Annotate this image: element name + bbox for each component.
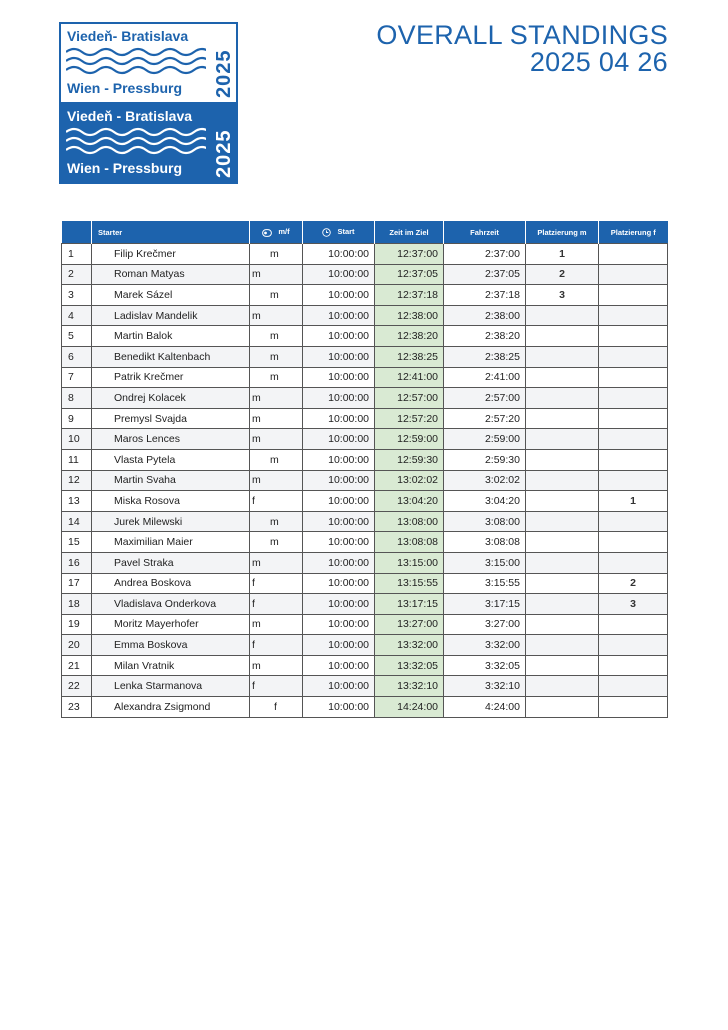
table-row xyxy=(62,676,668,697)
header-fahrzeit: Fahrzeit xyxy=(444,221,526,244)
header-sex-label: m/f xyxy=(278,227,290,237)
cell-starter-name: Andrea Boskova xyxy=(92,573,250,594)
cell-placement-f xyxy=(599,285,668,306)
cell-finish-time: 13:32:10 xyxy=(375,676,444,697)
header-platz-f: Platzierung f xyxy=(599,221,668,244)
cell-starter-name: Vladislava Onderkova xyxy=(92,594,250,615)
cell-placement-f xyxy=(599,449,668,470)
cell-finish-time: 12:41:00 xyxy=(375,367,444,388)
header-sex xyxy=(250,221,303,244)
cell-sex: f xyxy=(250,594,303,615)
logo-year: 2025 xyxy=(213,49,235,98)
cell-placement-f xyxy=(599,429,668,450)
cell-sex: m xyxy=(250,511,303,532)
cell-sex: f xyxy=(250,573,303,594)
cell-placement-f: 1 xyxy=(599,491,668,512)
cell-starter-name: Lenka Starmanova xyxy=(92,676,250,697)
cell-starter-name: Pavel Straka xyxy=(92,552,250,573)
header-starter: Starter xyxy=(92,221,250,244)
cell-start-time: 10:00:00 xyxy=(303,470,375,491)
table-row xyxy=(62,511,668,532)
cell-starter-name: Jurek Milewski xyxy=(92,511,250,532)
cell-rank: 14 xyxy=(62,511,92,532)
table-row xyxy=(62,655,668,676)
cell-sex: m xyxy=(250,470,303,491)
cell-placement-m xyxy=(526,346,599,367)
cell-finish-time: 13:15:00 xyxy=(375,552,444,573)
cell-starter-name: Ladislav Mandelik xyxy=(92,305,250,326)
cell-starter-name: Alexandra Zsigmond xyxy=(92,697,250,718)
cell-start-time: 10:00:00 xyxy=(303,573,375,594)
header-platz-m: Platzierung m xyxy=(526,221,599,244)
cell-rank: 13 xyxy=(62,491,92,512)
cell-placement-f xyxy=(599,367,668,388)
page-title xyxy=(376,22,668,76)
cell-rank: 10 xyxy=(62,429,92,450)
cell-finish-time: 12:59:30 xyxy=(375,449,444,470)
cell-placement-m xyxy=(526,408,599,429)
cell-sex: f xyxy=(250,635,303,656)
cell-placement-m: 1 xyxy=(526,244,599,265)
cell-sex: f xyxy=(250,697,303,718)
cell-placement-f xyxy=(599,511,668,532)
cell-sex: f xyxy=(250,676,303,697)
table-row xyxy=(62,244,668,265)
cell-rank: 22 xyxy=(62,676,92,697)
cell-placement-f xyxy=(599,635,668,656)
cell-placement-m xyxy=(526,676,599,697)
cell-placement-m xyxy=(526,491,599,512)
clock-icon xyxy=(322,228,331,237)
cell-start-time: 10:00:00 xyxy=(303,429,375,450)
table-row xyxy=(62,367,668,388)
cell-start-time: 10:00:00 xyxy=(303,346,375,367)
cell-sex: m xyxy=(250,388,303,409)
cell-finish-time: 13:32:05 xyxy=(375,655,444,676)
cell-ride-time: 2:41:00 xyxy=(444,367,526,388)
cell-ride-time: 3:32:10 xyxy=(444,676,526,697)
cell-ride-time: 2:37:05 xyxy=(444,264,526,285)
cell-sex: m xyxy=(250,655,303,676)
table-row xyxy=(62,594,668,615)
title-heading: OVERALL STANDINGS xyxy=(376,20,668,50)
cell-placement-m xyxy=(526,305,599,326)
logo-title-line2: Wien - Pressburg xyxy=(67,80,183,96)
table-row xyxy=(62,491,668,512)
cell-sex: m xyxy=(250,449,303,470)
cell-placement-m xyxy=(526,449,599,470)
cell-placement-f xyxy=(599,408,668,429)
logo-title-line1: Viedeň- Bratislava xyxy=(67,28,189,44)
cell-rank: 9 xyxy=(62,408,92,429)
toggle-icon xyxy=(262,229,272,237)
cell-start-time: 10:00:00 xyxy=(303,511,375,532)
cell-start-time: 10:00:00 xyxy=(303,449,375,470)
cell-placement-m xyxy=(526,614,599,635)
cell-start-time: 10:00:00 xyxy=(303,326,375,347)
cell-rank: 2 xyxy=(62,264,92,285)
header-ziel: Zeit im Ziel xyxy=(375,221,444,244)
cell-finish-time: 12:37:00 xyxy=(375,244,444,265)
cell-placement-f xyxy=(599,264,668,285)
cell-start-time: 10:00:00 xyxy=(303,285,375,306)
cell-starter-name: Miska Rosova xyxy=(92,491,250,512)
cell-placement-m xyxy=(526,594,599,615)
cell-start-time: 10:00:00 xyxy=(303,264,375,285)
cell-sex: m xyxy=(250,367,303,388)
cell-ride-time: 3:08:00 xyxy=(444,511,526,532)
table-row xyxy=(62,388,668,409)
table-row xyxy=(62,326,668,347)
cell-finish-time: 12:57:00 xyxy=(375,388,444,409)
cell-sex: m xyxy=(250,429,303,450)
cell-start-time: 10:00:00 xyxy=(303,697,375,718)
cell-finish-time: 12:38:25 xyxy=(375,346,444,367)
table-row xyxy=(62,264,668,285)
cell-rank: 12 xyxy=(62,470,92,491)
cell-ride-time: 4:24:00 xyxy=(444,697,526,718)
cell-start-time: 10:00:00 xyxy=(303,491,375,512)
cell-finish-time: 12:59:00 xyxy=(375,429,444,450)
cell-ride-time: 2:38:00 xyxy=(444,305,526,326)
cell-rank: 17 xyxy=(62,573,92,594)
cell-finish-time: 13:02:02 xyxy=(375,470,444,491)
cell-placement-m xyxy=(526,511,599,532)
cell-placement-m xyxy=(526,552,599,573)
cell-placement-f xyxy=(599,346,668,367)
logo-title-line1-inverse: Viedeň - Bratislava xyxy=(67,108,193,124)
cell-placement-m xyxy=(526,532,599,553)
cell-rank: 4 xyxy=(62,305,92,326)
cell-ride-time: 3:04:20 xyxy=(444,491,526,512)
cell-start-time: 10:00:00 xyxy=(303,676,375,697)
cell-starter-name: Martin Svaha xyxy=(92,470,250,491)
cell-placement-f xyxy=(599,470,668,491)
cell-ride-time: 3:32:05 xyxy=(444,655,526,676)
cell-finish-time: 12:57:20 xyxy=(375,408,444,429)
cell-start-time: 10:00:00 xyxy=(303,388,375,409)
cell-placement-m xyxy=(526,470,599,491)
cell-ride-time: 3:02:02 xyxy=(444,470,526,491)
event-logo xyxy=(59,22,238,184)
table-row xyxy=(62,408,668,429)
cell-start-time: 10:00:00 xyxy=(303,532,375,553)
logo-top-panel xyxy=(61,24,236,102)
cell-start-time: 10:00:00 xyxy=(303,367,375,388)
cell-starter-name: Roman Matyas xyxy=(92,264,250,285)
cell-rank: 8 xyxy=(62,388,92,409)
table-row xyxy=(62,305,668,326)
cell-start-time: 10:00:00 xyxy=(303,305,375,326)
cell-finish-time: 12:37:18 xyxy=(375,285,444,306)
cell-finish-time: 13:17:15 xyxy=(375,594,444,615)
cell-start-time: 10:00:00 xyxy=(303,614,375,635)
cell-finish-time: 14:24:00 xyxy=(375,697,444,718)
table-row xyxy=(62,346,668,367)
header-start xyxy=(303,221,375,244)
table-row xyxy=(62,552,668,573)
cell-placement-f xyxy=(599,388,668,409)
cell-placement-m xyxy=(526,326,599,347)
cell-placement-f xyxy=(599,305,668,326)
cell-finish-time: 13:15:55 xyxy=(375,573,444,594)
cell-placement-m: 2 xyxy=(526,264,599,285)
cell-rank: 7 xyxy=(62,367,92,388)
table-row xyxy=(62,635,668,656)
table-row xyxy=(62,532,668,553)
cell-ride-time: 2:38:25 xyxy=(444,346,526,367)
cell-starter-name: Maximilian Maier xyxy=(92,532,250,553)
cell-sex: m xyxy=(250,346,303,367)
cell-sex: m xyxy=(250,285,303,306)
cell-sex: m xyxy=(250,305,303,326)
cell-rank: 21 xyxy=(62,655,92,676)
cell-sex: f xyxy=(250,491,303,512)
cell-placement-m xyxy=(526,655,599,676)
standings-body xyxy=(62,244,668,718)
cell-starter-name: Vlasta Pytela xyxy=(92,449,250,470)
cell-rank: 16 xyxy=(62,552,92,573)
cell-rank: 11 xyxy=(62,449,92,470)
cell-rank: 20 xyxy=(62,635,92,656)
table-row xyxy=(62,449,668,470)
cell-starter-name: Emma Boskova xyxy=(92,635,250,656)
cell-ride-time: 3:08:08 xyxy=(444,532,526,553)
table-header-row xyxy=(62,221,668,244)
table-row xyxy=(62,614,668,635)
cell-rank: 5 xyxy=(62,326,92,347)
cell-placement-f xyxy=(599,552,668,573)
cell-start-time: 10:00:00 xyxy=(303,552,375,573)
cell-sex: m xyxy=(250,614,303,635)
cell-rank: 15 xyxy=(62,532,92,553)
cell-ride-time: 2:59:30 xyxy=(444,449,526,470)
cell-starter-name: Martin Balok xyxy=(92,326,250,347)
cell-finish-time: 12:38:20 xyxy=(375,326,444,347)
cell-starter-name: Premysl Svajda xyxy=(92,408,250,429)
cell-ride-time: 3:15:55 xyxy=(444,573,526,594)
header-num xyxy=(62,221,92,244)
cell-ride-time: 3:32:00 xyxy=(444,635,526,656)
cell-rank: 1 xyxy=(62,244,92,265)
cell-finish-time: 13:08:00 xyxy=(375,511,444,532)
cell-rank: 3 xyxy=(62,285,92,306)
cell-ride-time: 2:38:20 xyxy=(444,326,526,347)
cell-ride-time: 3:27:00 xyxy=(444,614,526,635)
cell-placement-m xyxy=(526,367,599,388)
table-row xyxy=(62,285,668,306)
cell-ride-time: 2:57:00 xyxy=(444,388,526,409)
cell-ride-time: 2:57:20 xyxy=(444,408,526,429)
cell-placement-m xyxy=(526,388,599,409)
cell-placement-f xyxy=(599,244,668,265)
cell-finish-time: 13:08:08 xyxy=(375,532,444,553)
cell-placement-m xyxy=(526,635,599,656)
cell-starter-name: Filip Krečmer xyxy=(92,244,250,265)
logo-title-line2-inverse: Wien - Pressburg xyxy=(67,160,183,176)
logo-bottom-panel xyxy=(61,102,236,182)
cell-sex: m xyxy=(250,264,303,285)
cell-finish-time: 13:32:00 xyxy=(375,635,444,656)
title-date: 2025 04 26 xyxy=(529,47,668,77)
cell-ride-time: 3:15:00 xyxy=(444,552,526,573)
table-row xyxy=(62,470,668,491)
cell-ride-time: 2:37:00 xyxy=(444,244,526,265)
cell-placement-f xyxy=(599,697,668,718)
logo-year-inverse: 2025 xyxy=(213,129,235,178)
cell-starter-name: Milan Vratnik xyxy=(92,655,250,676)
cell-placement-f xyxy=(599,676,668,697)
cell-finish-time: 12:37:05 xyxy=(375,264,444,285)
waves-icon xyxy=(66,46,206,76)
cell-placement-f xyxy=(599,326,668,347)
waves-icon xyxy=(66,126,206,156)
cell-starter-name: Benedikt Kaltenbach xyxy=(92,346,250,367)
cell-start-time: 10:00:00 xyxy=(303,408,375,429)
cell-rank: 18 xyxy=(62,594,92,615)
cell-rank: 23 xyxy=(62,697,92,718)
table-row xyxy=(62,697,668,718)
cell-start-time: 10:00:00 xyxy=(303,244,375,265)
cell-ride-time: 2:59:00 xyxy=(444,429,526,450)
cell-ride-time: 2:37:18 xyxy=(444,285,526,306)
cell-ride-time: 3:17:15 xyxy=(444,594,526,615)
cell-sex: m xyxy=(250,408,303,429)
table-row xyxy=(62,429,668,450)
cell-placement-m xyxy=(526,573,599,594)
cell-start-time: 10:00:00 xyxy=(303,594,375,615)
cell-start-time: 10:00:00 xyxy=(303,655,375,676)
cell-placement-m xyxy=(526,429,599,450)
cell-finish-time: 13:27:00 xyxy=(375,614,444,635)
cell-placement-f xyxy=(599,655,668,676)
cell-placement-m xyxy=(526,697,599,718)
cell-sex: m xyxy=(250,244,303,265)
cell-rank: 6 xyxy=(62,346,92,367)
cell-start-time: 10:00:00 xyxy=(303,635,375,656)
cell-finish-time: 13:04:20 xyxy=(375,491,444,512)
cell-starter-name: Ondrej Kolacek xyxy=(92,388,250,409)
cell-placement-f: 2 xyxy=(599,573,668,594)
cell-starter-name: Maros Lences xyxy=(92,429,250,450)
standings-table xyxy=(61,221,668,718)
cell-starter-name: Moritz Mayerhofer xyxy=(92,614,250,635)
cell-sex: m xyxy=(250,326,303,347)
table-row xyxy=(62,573,668,594)
cell-starter-name: Marek Sázel xyxy=(92,285,250,306)
cell-rank: 19 xyxy=(62,614,92,635)
cell-placement-m: 3 xyxy=(526,285,599,306)
cell-finish-time: 12:38:00 xyxy=(375,305,444,326)
cell-placement-f: 3 xyxy=(599,594,668,615)
header-start-label: Start xyxy=(337,227,355,237)
cell-sex: m xyxy=(250,532,303,553)
cell-placement-f xyxy=(599,532,668,553)
cell-starter-name: Patrik Krečmer xyxy=(92,367,250,388)
cell-sex: m xyxy=(250,552,303,573)
cell-placement-f xyxy=(599,614,668,635)
